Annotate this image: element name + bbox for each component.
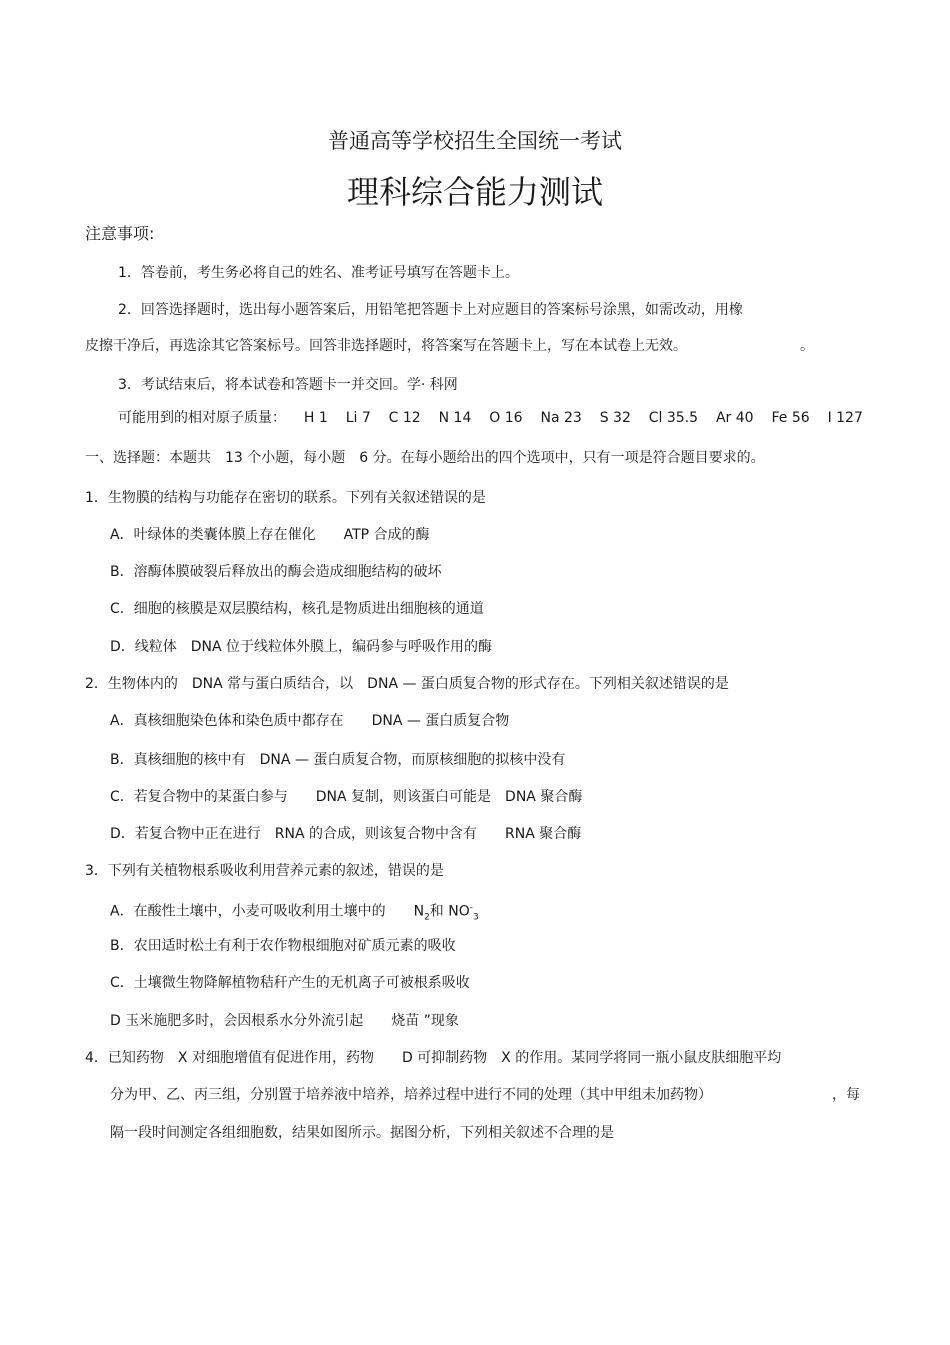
notice-item-3: 3．考试结束后，将本试卷和答题卡一并交回。学· 科网: [118, 377, 458, 393]
atomic-mass: Fe 56: [771, 410, 810, 426]
question-2-option-a: A．真核细胞染色体和染色质中都存在 DNA — 蛋白质复合物: [110, 713, 510, 729]
atomic-mass: Na 23: [540, 410, 582, 426]
question-1-option-d: D．线粒体 DNA 位于线粒体外膜上，编码参与呼吸作用的酶: [110, 639, 493, 655]
question-1-stem: 1．生物膜的结构与功能存在密切的联系。下列有关叙述错误的是: [85, 490, 486, 506]
question-2-stem: 2．生物体内的 DNA 常与蛋白质结合，以 DNA — 蛋白质复合物的形式存在。下列相关叙述错误的是: [85, 676, 729, 692]
question-2-option-d: D．若复合物中正在进行 RNA 的合成，则该复合物中含有 RNA 聚合酶: [110, 826, 582, 842]
section-1-heading: 一、选择题：本题共 13 个小题，每小题 6 分。在每小题给出的四个选项中，只有一项是符合题目要求的。: [85, 450, 765, 466]
question-3-option-d: D 玉米施肥多时，会因根系水分外流引起 烧苗 ”现象: [110, 1013, 459, 1029]
notice-item-2-line2: 皮擦干净后，再选涂其它答案标号。回答非选择题时，将答案写在答题卡上，写在本试卷上无效。: [85, 338, 687, 354]
atomic-mass: O 16: [489, 410, 523, 426]
question-2-option-b: B．真核细胞的核中有 DNA — 蛋白质复合物，而原核细胞的拟核中没有: [110, 752, 566, 768]
question-4-line-2-tail: ，每: [832, 1087, 860, 1103]
atomic-mass: N 14: [438, 410, 472, 426]
question-3-option-c: C．土壤微生物降解植物秸秆产生的无机离子可被根系吸收: [110, 975, 470, 991]
atomic-mass: C 12: [388, 410, 421, 426]
subscript: 2: [424, 912, 430, 923]
question-1-option-b: B．溶酶体膜破裂后释放出的酶会造成细胞结构的破坏: [110, 564, 442, 580]
question-3-option-b: B．农田适时松土有利于农作物根细胞对矿质元素的吸收: [110, 938, 456, 954]
subject-title: 理科综合能力测试: [346, 173, 603, 211]
atomic-mass: S 32: [599, 410, 631, 426]
atomic-mass: Li 7: [345, 410, 371, 426]
subscript: 3: [473, 912, 479, 923]
question-1-option-c: C．细胞的核膜是双层膜结构，核孔是物质进出细胞核的通道: [110, 601, 484, 617]
notice-item-2-line1: 2．回答选择题时，选出每小题答案后，用铅笔把答题卡上对应题目的答案标号涂黑，如需改动，用橡: [118, 302, 743, 318]
atomic-mass: Cl 35.5: [648, 410, 699, 426]
notice-item-1: 1．答卷前，考生务必将自己的姓名、准考证号填写在答题卡上。: [118, 265, 519, 281]
question-3-option-a-text: 和 NO: [429, 903, 470, 920]
atomic-masses-row: [118, 409, 863, 427]
question-3-option-a: [110, 899, 479, 926]
question-3-option-a-text: A．在酸性土壤中，小麦可吸收利用土壤中的 N: [110, 903, 425, 920]
atomic-masses-label: 可能用到的相对原子质量：: [118, 410, 286, 426]
notice-item-2-tail: 。: [800, 338, 814, 354]
atomic-mass: H 1: [303, 410, 328, 426]
exam-title: 普通高等学校招生全国统一考试: [328, 129, 622, 153]
question-4-line-2: 分为甲、乙、丙三组，分别置于培养液中培养，培养过程中进行不同的处理（其中甲组未加药物）: [110, 1087, 712, 1103]
question-4-line-1: 4．已知药物 X 对细胞增值有促进作用，药物 D 可抑制药物 X 的作用。某同学将同一瓶小鼠皮肤细胞平均: [85, 1050, 782, 1066]
question-2-option-c: C．若复合物中的某蛋白参与 DNA 复制，则该蛋白可能是 DNA 聚合酶: [110, 789, 583, 805]
atomic-mass: I 127: [827, 410, 863, 426]
notice-heading: 注意事项:: [85, 224, 155, 243]
question-4-line-3: 隔一段时间测定各组细胞数，结果如图所示。据图分析，下列相关叙述不合理的是: [110, 1125, 614, 1141]
question-1-option-a: A．叶绿体的类囊体膜上存在催化 ATP 合成的酶: [110, 527, 430, 543]
question-3-stem: 3．下列有关植物根系吸收利用营养元素的叙述，错误的是: [85, 863, 444, 879]
superscript: -: [469, 903, 473, 913]
atomic-mass: Ar 40: [715, 410, 754, 426]
